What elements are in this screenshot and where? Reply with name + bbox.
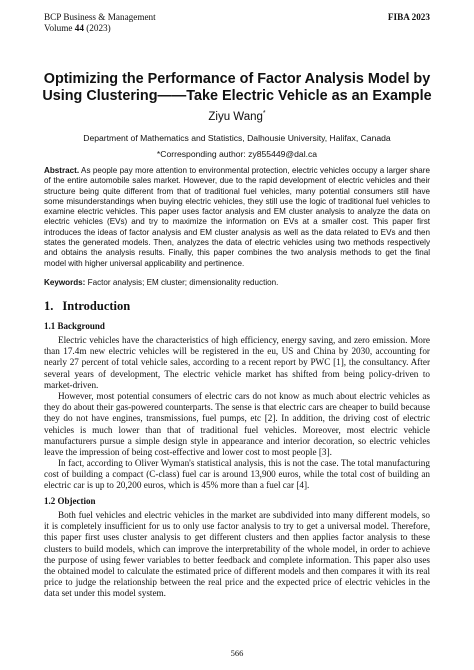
author-mark: * — [262, 110, 266, 117]
volume-year: (2023) — [83, 23, 111, 33]
conference-name: FIBA 2023 — [387, 12, 430, 22]
section-title: Introduction — [62, 299, 131, 313]
author-line — [0, 110, 474, 123]
paper-title: Optimizing the Performance of Factor Analysis Model by Using Clustering——Take Electric Vehicle as an Example — [42, 71, 432, 104]
journal-name: BCP Business & Management — [44, 12, 156, 22]
keywords — [44, 278, 430, 288]
subsection-heading-objection: 1.2 Objection — [44, 496, 96, 506]
section-heading-introduction — [44, 299, 130, 314]
paragraph: Both fuel vehicles and electric vehicles in the market are subdivided into many different models, so it is completely insufficient for us to only use factor analysis to try to get a universal model. Therefore, this paper first uses cluster analysis to get different clusters and then applies factor analysis to these clusters to build models, which can improve the interpretability of the whole model, in order to achieve the purpose of using fewer variables to better feedback and complete information. This paper also uses the obtained model to calculate the estimated price of different models and then compares it with its real price to judge the relationship between the real price and the expected price of electric vehicles in the data set under this model system. — [44, 510, 430, 599]
subsection-heading-background: 1.1 Background — [44, 321, 105, 331]
abstract — [44, 166, 430, 269]
paragraph: Electric vehicles have the characteristics of high efficiency, energy saving, and zero emission. More than 17.4m new electric vehicles will be registered in the eu, US and China by 2030, accounting for nearly 27 percent of total vehicle sales, according to a recent report by PWC [1], the consultancy. After several years of development, The electric vehicle market has shifted from being policy-driven to market-driven. — [44, 335, 430, 390]
affiliation: Department of Mathematics and Statistics, Dalhousie University, Halifax, Canada — [83, 133, 391, 143]
paragraph: In fact, according to Oliver Wyman's statistical analysis, this is not the case. The total manufacturing cost of building a compact (C-class) fuel car is around 13,900 euros, while the total cost of building an electric car is up to 20,200 euros, which is 45% more than a fuel car [4]. — [44, 458, 430, 491]
volume-prefix: Volume — [44, 23, 75, 33]
volume-info — [44, 23, 111, 34]
abstract-text: As people pay more attention to environmental protection, electric vehicles occupy a larger share of the entire automobile sales market. However, due to the rapid development of electric vehicles and their structure being quite different from that of traditional fuel vehicles, many potential consumers still have some misunderstandings when buying electric vehicles, they still use the logic of traditional fuel vehicles to examine electric vehicles. This paper uses factor analysis and EM cluster analysis to analyze the data on electric vehicles (EVs) and try to maximize the information on EVs at a smaller cost. This paper first introduces the ideas of factor analysis and EM cluster analysis as well as the data related to EVs and then states the generated models. Then, analyzes the data of electric vehicles using two methods respectively and obtains the analysis results. Finally, this paper combines the two analysis methods to get the final model with higher universal applicability and pertinence. — [44, 166, 430, 268]
author-name: Ziyu Wang — [208, 111, 263, 123]
volume-number: 44 — [74, 23, 84, 33]
section-number: 1. — [44, 299, 54, 313]
keywords-label: Keywords: — [44, 278, 86, 287]
abstract-label: Abstract. — [44, 166, 80, 175]
keywords-text: Factor analysis; EM cluster; dimensionality reduction. — [85, 278, 279, 287]
page-number: 566 — [230, 648, 244, 658]
corresponding-author: *Corresponding author: zy855449@dal.ca — [156, 149, 318, 159]
paragraph: However, most potential consumers of electric cars do not know as much about electric vehicles as they do about their gas-powered counterparts. The sense is that electric cars are cheaper to build because they do not have engines, transmissions, fuel pumps, etc [2]. In addition, the driving cost of electric vehicles is much lower than that of traditional fuel vehicles. Moreover, most electric vehicle manufacturers pursue a simple design style in appearance and interior decoration, so electric vehicles leave the impression of being cost-effective and lower cost to most people [3]. — [44, 391, 430, 458]
